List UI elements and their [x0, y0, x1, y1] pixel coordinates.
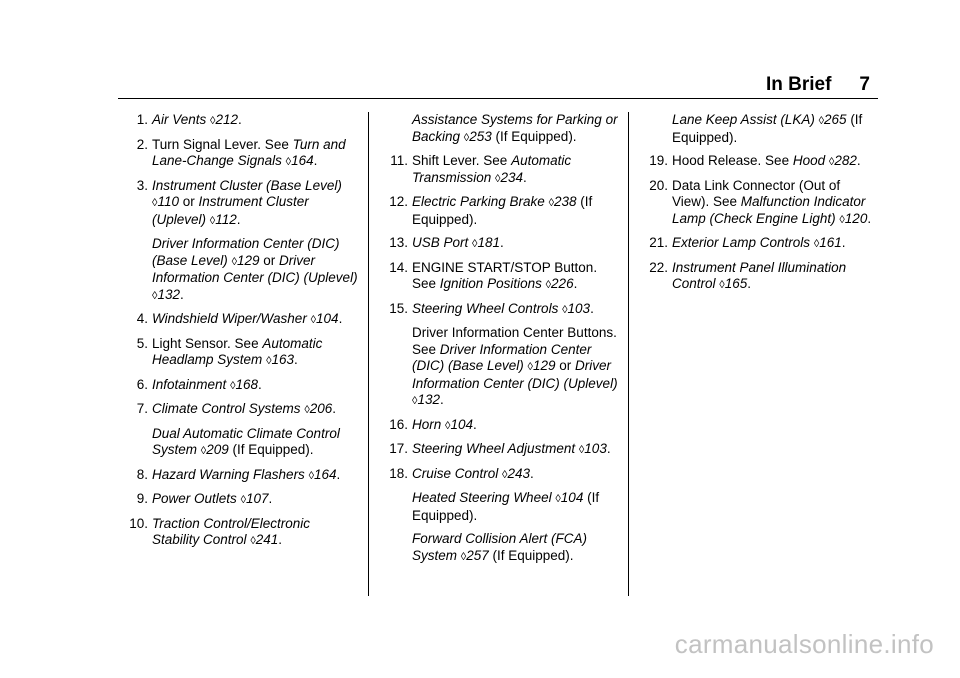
- topic-text: Windshield Wiper/Washer: [152, 311, 307, 326]
- page-number: 7: [859, 74, 870, 95]
- body-text: .: [179, 286, 184, 302]
- list-item: [118, 336, 358, 370]
- body-text: .: [747, 276, 752, 291]
- body-text: .: [530, 465, 534, 481]
- item-number: 1.: [136, 112, 148, 127]
- page-reference[interactable]: ◊ 212: [210, 112, 238, 127]
- page-reference[interactable]: ◊ 243: [502, 466, 530, 481]
- body-text: .: [590, 300, 594, 316]
- page-reference[interactable]: ◊ 164: [309, 467, 337, 482]
- topic-text: Instrument Panel Illumination Control: [672, 259, 847, 291]
- topic-text: Forward Collision Alert (FCA) System: [412, 531, 588, 563]
- topic-text: Lane Keep Assist (LKA): [672, 112, 815, 127]
- item-number: 18.: [389, 465, 408, 481]
- list-item: [638, 153, 878, 171]
- column-2: [378, 112, 618, 572]
- list-item: [378, 301, 618, 319]
- page-reference[interactable]: ◊ 107: [241, 491, 269, 506]
- body-text: or: [259, 252, 280, 268]
- body-text: (If Equipped).: [412, 490, 600, 523]
- list-subitem: [118, 236, 358, 304]
- topic-text: Driver Information Center (DIC) (Uplevel): [152, 252, 358, 285]
- page-reference[interactable]: ◊ 164: [286, 153, 314, 168]
- page-reference[interactable]: ◊ 241: [250, 532, 278, 547]
- body-text: Light Sensor. See: [152, 335, 263, 351]
- topic-text: Cruise Control: [412, 465, 499, 481]
- page-reference[interactable]: ◊ 132: [412, 392, 440, 407]
- list-item: [378, 466, 618, 484]
- topic-text: Infotainment: [152, 376, 227, 392]
- item-number: 3.: [136, 177, 148, 193]
- page-reference[interactable]: ◊ 129: [232, 253, 260, 268]
- page-reference[interactable]: ◊ 129: [528, 358, 556, 373]
- section-title: In Brief: [765, 74, 832, 95]
- column-divider-1: [368, 112, 369, 596]
- topic-text: Climate Control Systems: [152, 401, 301, 416]
- topic-text: Steering Wheel Adjustment: [412, 441, 576, 456]
- list-item: [378, 441, 618, 459]
- topic-text: Hood: [792, 153, 826, 168]
- page-reference[interactable]: ◊ 238: [549, 194, 577, 209]
- body-text: .: [294, 352, 298, 367]
- body-text: Hood Release. See: [672, 153, 793, 168]
- column-divider-2: [628, 112, 629, 596]
- topic-text: Hazard Warning Flashers: [152, 466, 305, 482]
- page-reference[interactable]: ◊ 120: [839, 211, 867, 226]
- topic-text: Driver Information Center (DIC) (Base Level): [152, 236, 340, 268]
- item-number: 22.: [649, 259, 668, 275]
- list-item: [378, 235, 618, 253]
- page-reference[interactable]: ◊ 163: [266, 352, 294, 367]
- page-header: [766, 74, 870, 96]
- topic-text: Instrument Cluster (Base Level): [152, 177, 342, 193]
- topic-text: Turn and Lane-Change Signals: [152, 136, 346, 168]
- list-item: [118, 516, 358, 550]
- body-text: or: [178, 194, 199, 209]
- watermark: carmanualsonline.info: [674, 629, 934, 659]
- topic-text: Malfunction Indicator Lamp (Check Engine Light): [672, 194, 866, 226]
- item-number: 20.: [649, 177, 668, 193]
- body-text: Shift Lever. See: [412, 153, 512, 168]
- body-text: (If Equipped).: [672, 112, 863, 145]
- list-item: [118, 491, 358, 509]
- item-number: 14.: [389, 259, 408, 275]
- list-item: [118, 137, 358, 171]
- body-text: .: [268, 491, 273, 506]
- body-text: .: [500, 235, 504, 250]
- body-text: .: [236, 211, 241, 227]
- body-text: .: [338, 311, 343, 326]
- list-subitem: [378, 325, 618, 410]
- item-number: 11.: [390, 153, 408, 168]
- page-reference[interactable]: ◊ 110: [152, 194, 179, 209]
- page-reference[interactable]: ◊ 104: [555, 490, 583, 505]
- item-number: 19.: [649, 153, 668, 168]
- list-item: [638, 235, 878, 253]
- list-item: [118, 112, 358, 130]
- body-text: ENGINE START/STOP Button. See: [412, 259, 598, 291]
- list-subitem: [378, 531, 618, 565]
- topic-text: Assistance Systems for Parking or Backing: [412, 112, 618, 144]
- column-3: [638, 112, 878, 301]
- page-reference[interactable]: ◊ 103: [562, 301, 590, 316]
- body-text: .: [332, 401, 337, 416]
- list-subitem: [638, 112, 878, 146]
- item-number: 8.: [136, 466, 148, 482]
- page-reference[interactable]: ◊ 282: [829, 153, 857, 168]
- item-number: 12.: [389, 194, 408, 209]
- page-reference[interactable]: ◊ 234: [495, 170, 523, 185]
- body-text: .: [258, 376, 262, 392]
- item-number: 4.: [136, 311, 148, 326]
- topic-text: Air Vents: [152, 112, 207, 127]
- item-number: 15.: [389, 300, 408, 316]
- page-reference[interactable]: ◊ 104: [445, 417, 473, 432]
- body-text: .: [867, 210, 872, 226]
- topic-text: Driver Information Center (DIC) (Uplevel): [412, 358, 618, 391]
- page-reference[interactable]: ◊ 181: [472, 235, 500, 250]
- list-item: [118, 401, 358, 419]
- body-text: .: [439, 392, 444, 407]
- page-reference[interactable]: ◊ 165: [719, 276, 747, 291]
- list-item: [638, 260, 878, 294]
- item-number: 21.: [649, 235, 668, 250]
- body-text: .: [313, 153, 318, 168]
- body-text: .: [238, 112, 242, 127]
- body-text: Data Link Connector (Out of View). See: [672, 177, 841, 209]
- item-number: 7.: [136, 401, 148, 416]
- page-reference[interactable]: ◊ 103: [579, 441, 607, 456]
- page-reference[interactable]: ◊ 168: [230, 377, 258, 392]
- topic-text: Dual Automatic Climate Control System: [152, 425, 340, 457]
- body-text: .: [841, 235, 846, 250]
- list-subitem: [378, 490, 618, 524]
- list-item: [378, 153, 618, 187]
- list-item: [118, 377, 358, 395]
- topic-text: Power Outlets: [152, 491, 237, 506]
- page-reference[interactable]: ◊ 161: [814, 235, 842, 250]
- list-item: [118, 311, 358, 329]
- page-reference[interactable]: ◊ 253: [464, 129, 492, 144]
- topic-text: Electric Parking Brake: [412, 194, 545, 209]
- item-number: 16.: [389, 416, 408, 432]
- item-number: 10.: [129, 515, 148, 531]
- page-reference[interactable]: ◊ 206: [304, 401, 332, 416]
- body-text: (If Equipped).: [491, 128, 577, 144]
- topic-text: Automatic Transmission: [412, 153, 572, 185]
- page-reference[interactable]: ◊ 104: [311, 311, 339, 326]
- body-text: Turn Signal Lever. See: [152, 136, 293, 152]
- body-text: Driver Information Center Buttons. See: [412, 325, 617, 357]
- page-reference[interactable]: ◊ 226: [546, 276, 574, 291]
- item-number: 9.: [136, 491, 148, 506]
- body-text: .: [336, 466, 341, 482]
- topic-text: Automatic Headlamp System: [152, 335, 323, 367]
- topic-text: Driver Information Center (DIC) (Base Level): [412, 341, 592, 373]
- header-rule: [118, 98, 878, 99]
- list-item: [378, 194, 618, 228]
- item-number: 13.: [389, 235, 408, 250]
- list-item: [638, 178, 878, 229]
- page-reference[interactable]: ◊ 112: [210, 212, 237, 227]
- body-text: .: [473, 416, 477, 432]
- topic-text: Heated Steering Wheel: [412, 490, 552, 505]
- body-text: .: [523, 169, 527, 185]
- body-text: .: [606, 441, 611, 456]
- topic-text: USB Port: [412, 235, 469, 250]
- item-number: 5.: [136, 335, 148, 351]
- page-reference[interactable]: ◊ 132: [152, 287, 180, 302]
- topic-text: Ignition Positions: [439, 276, 542, 291]
- topic-text: Steering Wheel Controls: [412, 300, 559, 316]
- topic-text: Horn: [412, 416, 442, 432]
- topic-text: Traction Control/Electronic Stability Control: [152, 515, 311, 547]
- topic-text: Exterior Lamp Controls: [672, 235, 811, 250]
- list-item: [118, 178, 358, 230]
- item-number: 6.: [136, 376, 148, 392]
- page-reference[interactable]: ◊ 209: [201, 442, 229, 457]
- topic-text: Instrument Cluster (Uplevel): [152, 194, 309, 227]
- list-subitem: [118, 426, 358, 460]
- item-number: 17.: [389, 441, 408, 456]
- page-reference[interactable]: ◊ 265: [819, 112, 847, 127]
- body-text: (If Equipped).: [412, 194, 593, 227]
- list-item: [378, 260, 618, 294]
- page-reference[interactable]: ◊ 257: [461, 548, 489, 563]
- item-number: 2.: [136, 136, 148, 152]
- body-text: (If Equipped).: [488, 547, 574, 563]
- body-text: .: [573, 276, 578, 291]
- column-1: [118, 112, 358, 557]
- body-text: .: [278, 532, 283, 547]
- body-text: .: [856, 153, 861, 168]
- list-subitem: [378, 112, 618, 146]
- body-text: (If Equipped).: [228, 442, 314, 457]
- list-item: [378, 417, 618, 435]
- list-item: [118, 467, 358, 485]
- body-text: or: [555, 358, 576, 373]
